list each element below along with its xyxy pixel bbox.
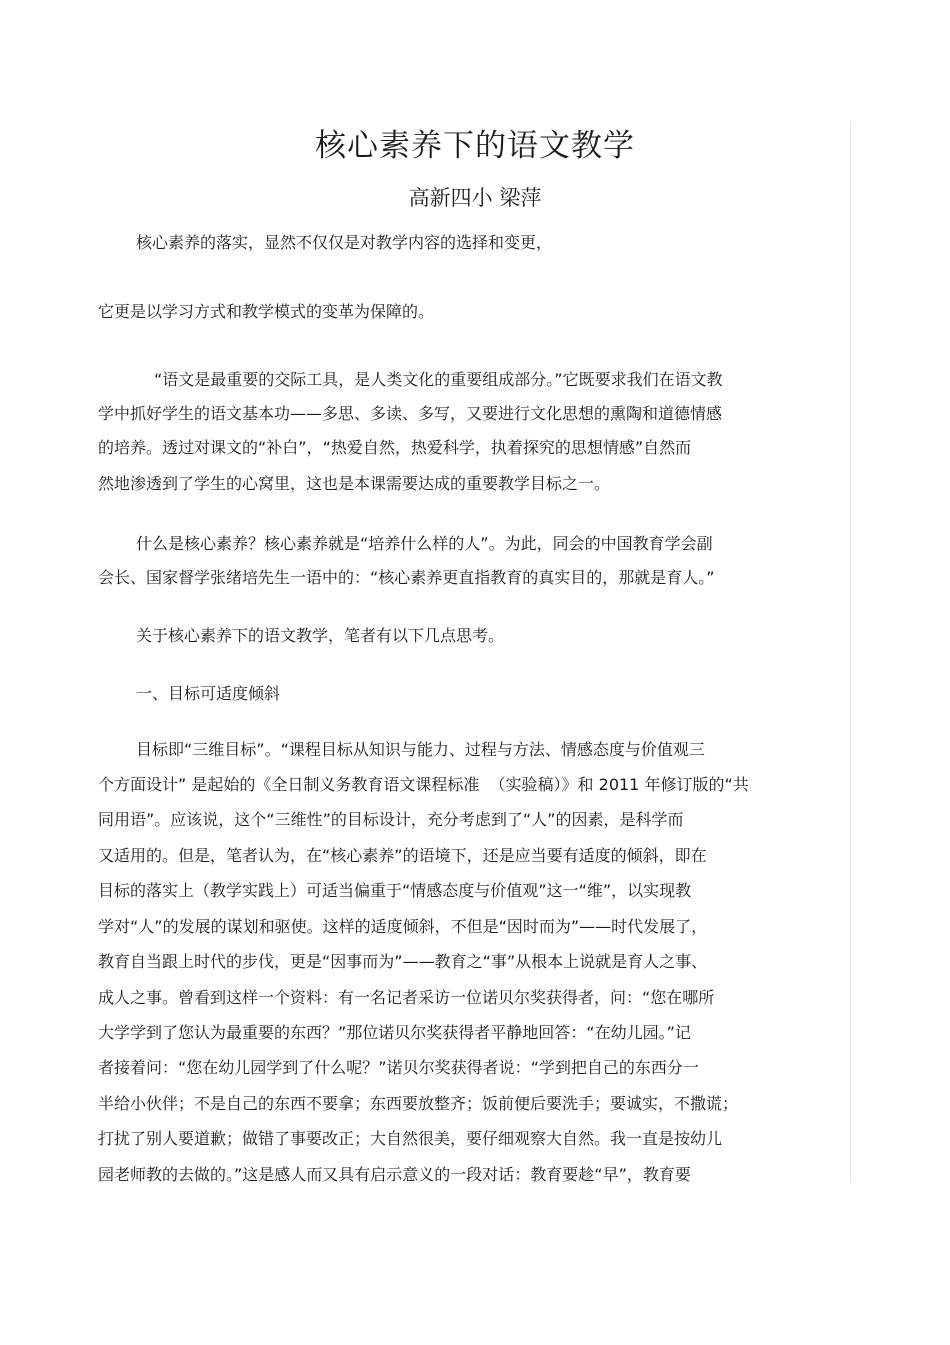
paragraph-line: 个方面设计” 是起始的《全日制义务教育语文课程标准 （实验稿）》和 2011 年修订版的“共 bbox=[98, 775, 749, 794]
paragraph-line: 园老师教的去做的。”这是感人而又具有启示意义的一段对话：教育要趁“早”，教育要 bbox=[98, 1165, 691, 1184]
paragraph-line: 又适用的。但是，笔者认为，在“核心素养”的语境下，还是应当要有适度的倾斜，即在 bbox=[98, 846, 707, 865]
paragraph-line: 教育自当跟上时代的步伐，更是“因事而为”——教育之“事”从根本上说就是育人之事、 bbox=[98, 952, 708, 971]
paragraph-line: 目标的落实上（教学实践上）可适当偏重于“情感态度与价值观”这一“维”，以实现教 bbox=[98, 881, 692, 900]
paragraph-line: 成人之事。曾看到这样一个资料：有一名记者采访一位诺贝尔奖获得者，问：“您在哪所 bbox=[98, 988, 715, 1007]
paragraph-line: 核心素养的落实，显然不仅仅是对教学内容的选择和变更， bbox=[136, 233, 553, 252]
paragraph-line: 的培养。透过对课文的“补白”，“热爱自然，热爱科学，执着探究的思想情感”自然而 bbox=[98, 438, 692, 457]
paragraph-line: 打扰了别人要道歉；做错了事要改正；大自然很美，要仔细观察大自然。我一直是按幼儿 bbox=[98, 1129, 723, 1148]
paragraph-line: 半给小伙伴；不是自己的东西不要拿；东西要放整齐；饭前便后要洗手；要诚实，不撒谎； bbox=[98, 1094, 739, 1113]
paragraph-line: 什么是核心素养？核心素养就是“培养什么样的人”。为此，同会的中国教育学会副 bbox=[136, 534, 713, 553]
paragraph-line: 大学学到了您认为最重要的东西？”那位诺贝尔奖获得者平静地回答：“在幼儿园。”记 bbox=[98, 1023, 691, 1042]
paragraph-line: 它更是以学习方式和教学模式的变革为保障的。 bbox=[98, 302, 435, 321]
document-title: 核心素养下的语文教学 bbox=[315, 128, 635, 164]
paragraph-line: 学对“人”的发展的谋划和驱使。这样的适度倾斜，不但是“因时而为”——时代发展了， bbox=[98, 917, 708, 936]
paragraph-line: 者接着问：“您在幼儿园学到了什么呢？”诺贝尔奖获得者说：“学到把自己的东西分一 bbox=[98, 1058, 699, 1077]
paragraph-line: 学中抓好学生的语文基本功——多思、多读、多写，又要进行文化思想的熏陶和道德情感 bbox=[98, 404, 723, 423]
paragraph-line: 会长、国家督学张绪培先生一语中的：“核心素养更直指教育的真实目的，那就是育人。” bbox=[98, 568, 715, 587]
document-author: 高新四小 梁萍 bbox=[408, 186, 542, 210]
section-heading: 一、目标可适度倾斜 bbox=[136, 684, 281, 703]
page-edge-rule bbox=[850, 122, 851, 1182]
paragraph-line: 同用语”。应该说，这个“三维性”的目标设计，充分考虑到了“人”的因素，是科学而 bbox=[98, 810, 684, 829]
paragraph-line: “语文是最重要的交际工具，是人类文化的重要组成部分。”它既要求我们在语文教 bbox=[154, 370, 723, 389]
paragraph-line: 目标即“三维目标”。“课程目标从知识与能力、过程与方法、情感态度与价值观三 bbox=[136, 740, 705, 759]
paragraph-line: 然地渗透到了学生的心窝里，这也是本课需要达成的重要教学目标之一。 bbox=[98, 474, 611, 493]
paragraph-line: 关于核心素养下的语文教学，笔者有以下几点思考。 bbox=[136, 626, 505, 645]
